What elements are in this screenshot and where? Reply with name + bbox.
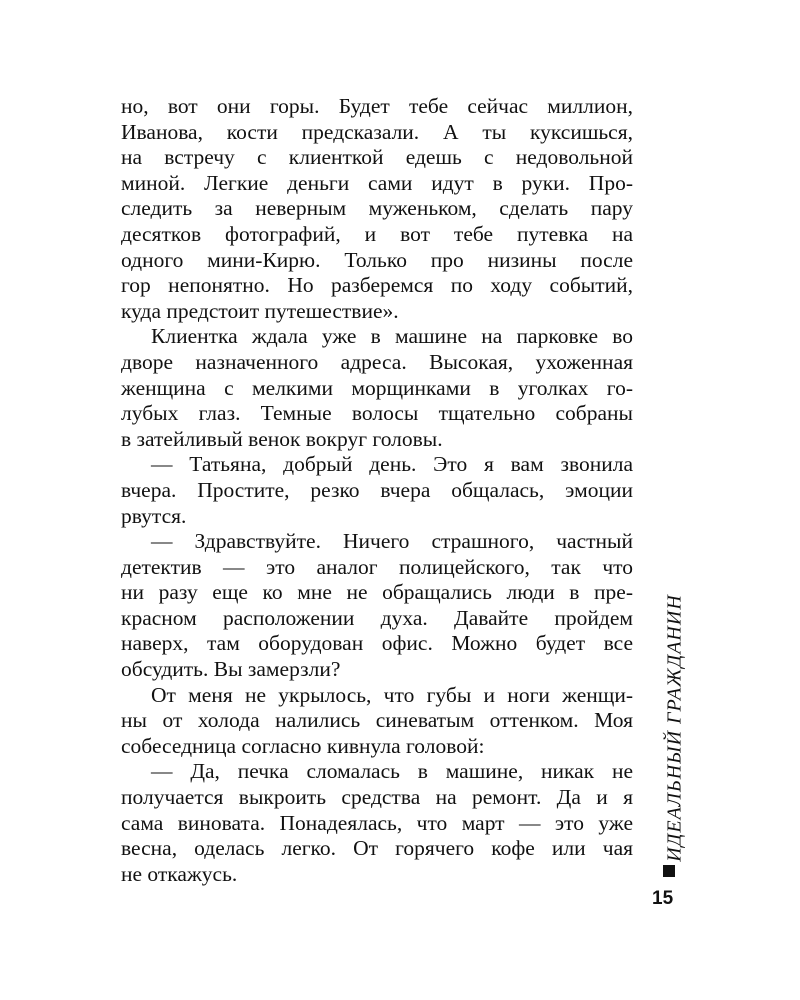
- text-line: — Да, печка сломалась в машине, никак не: [151, 759, 633, 784]
- text-line: десятков фотографий, и вот тебе путевка на: [121, 221, 633, 246]
- text-line: вчера. Простите, резко вчера общалась, эмоции: [121, 477, 633, 502]
- text-line: гор непонятно. Но разберемся по ходу событий,: [121, 273, 633, 298]
- text-line: следить за неверным муженьком, сделать пару: [121, 196, 633, 221]
- paragraph: [121, 452, 633, 529]
- text-line: красном расположении духа. Давайте пройдем: [121, 605, 633, 630]
- paragraph: [121, 94, 633, 324]
- text-line: женщина с мелкими морщинками в уголках го-: [121, 375, 633, 400]
- text-line: дворе назначенного адреса. Высокая, ухоженная: [121, 349, 633, 374]
- text-line: собеседница согласно кивнула головой:: [121, 733, 485, 758]
- text-line: но, вот они горы. Будет тебе сейчас миллион,: [121, 94, 633, 118]
- paragraph: [121, 324, 633, 452]
- text-line: куда предстоит путешествие».: [121, 298, 399, 323]
- paragraph: [121, 759, 633, 887]
- text-line: лубых глаз. Темные волосы тщательно собраны: [121, 401, 633, 426]
- running-head-title: ИДЕАЛЬНЫЙ ГРАЖДАНИН: [663, 593, 686, 862]
- text-line: миной. Легкие деньги сами идут в руки. Про-: [121, 170, 633, 195]
- text-line: — Здравствуйте. Ничего страшного, частный: [151, 529, 633, 554]
- text-line: одного мини-Кирю. Только про низины после: [121, 247, 633, 272]
- text-line: весна, оделась легко. От горячего кофе или чая: [121, 836, 633, 861]
- text-line: получается выкроить средства на ремонт. Да и я: [121, 785, 633, 810]
- square-marker-icon: [663, 865, 675, 877]
- book-page-body: [121, 94, 633, 887]
- text-line: Клиентка ждала уже в машине на парковке во: [151, 324, 633, 349]
- text-line: детектив — это аналог полицейского, так что: [121, 554, 633, 579]
- paragraph: [121, 683, 633, 760]
- paragraph: [121, 529, 633, 683]
- text-line: рвутся.: [121, 503, 187, 528]
- text-line: — Татьяна, добрый день. Это я вам звонила: [151, 452, 633, 477]
- text-line: на встречу с клиенткой едешь с недовольной: [121, 145, 633, 170]
- text-line: ни разу еще ко мне не обращались люди в пре-: [121, 580, 633, 605]
- text-line: в затейливый венок вокруг головы.: [121, 426, 443, 451]
- text-line: наверх, там оборудован офис. Можно будет все: [121, 631, 633, 656]
- page-number: 15: [652, 888, 674, 909]
- running-head: [655, 593, 695, 862]
- text-line: ны от холода налились синеватым оттенком. Моя: [121, 708, 633, 733]
- text-line: обсудить. Вы замерзли?: [121, 657, 341, 682]
- text-line: Иванова, кости предсказали. А ты куксишься,: [121, 119, 633, 144]
- text-line: От меня не укрылось, что губы и ноги женщи-: [151, 682, 633, 707]
- text-line: сама виновата. Понадеялась, что март — это уже: [121, 810, 633, 835]
- text-line: не откажусь.: [121, 861, 238, 886]
